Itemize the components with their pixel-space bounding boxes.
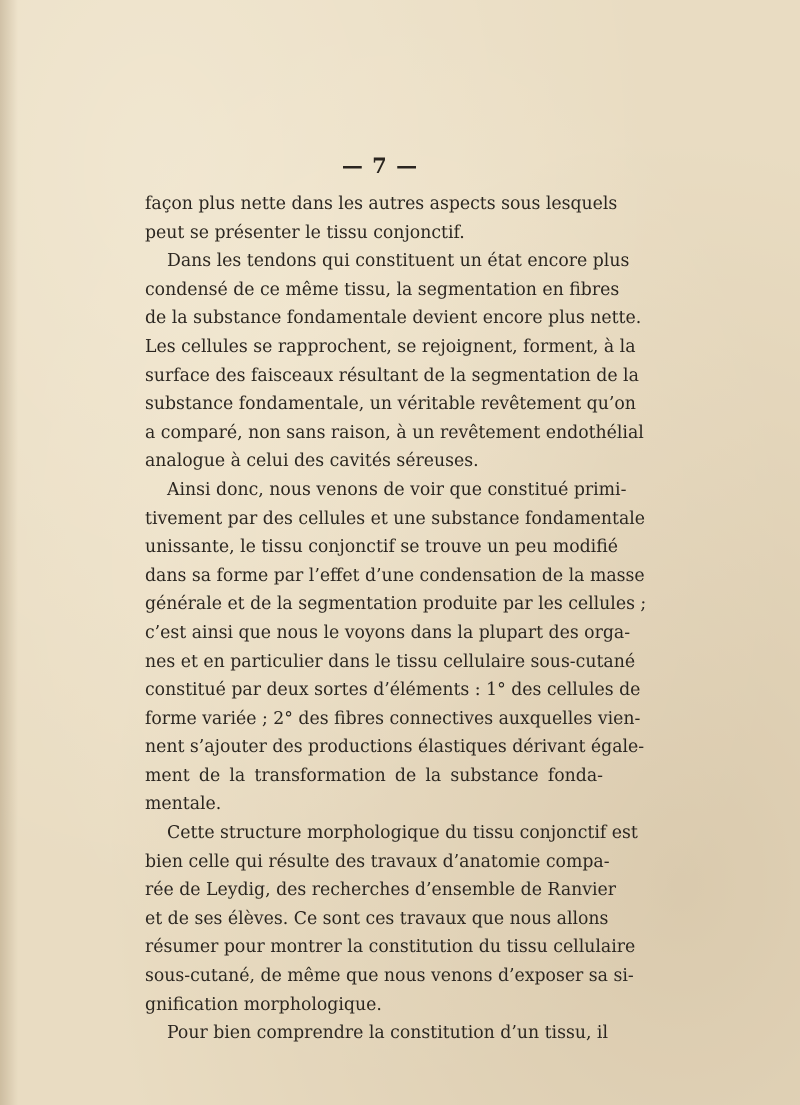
text-line: gnification morphologique. [145, 994, 382, 1015]
text-line: nes et en particulier dans le tissu cellulaire sous-cutané [145, 651, 636, 672]
text-line: a comparé, non sans raison, à un revêtement endothélial [145, 422, 644, 443]
paragraph-start-line: Dans les tendons qui constituent un état encore plus [167, 251, 630, 272]
text-line: ment de la transformation de la substance fonda- [145, 765, 603, 786]
paragraph-start-line: Ainsi donc, nous venons de voir que constitué primi- [167, 479, 627, 500]
text-line: façon plus nette dans les autres aspects sous lesquels [145, 194, 618, 214]
text-line: c’est ainsi que nous le voyons dans la plupart des orga- [145, 622, 631, 643]
text-line: surface des faisceaux résultant de la segmentation de la [145, 365, 639, 386]
text-line: constitué par deux sortes d’éléments : 1° des cellules de [145, 680, 641, 701]
text-line: substance fondamentale, un véritable revêtement qu’on [145, 394, 636, 415]
text-line: forme variée ; 2° des fibres connectives auxquelles vien- [145, 708, 641, 729]
text-line: dans sa forme par l’effet d’une condensation de la masse [145, 565, 645, 586]
text-line: générale et de la segmentation produite par les cellules ; [145, 594, 647, 615]
text-line: bien celle qui résulte des travaux d’anatomie compa- [145, 851, 610, 872]
text-line: de la substance fondamentale devient encore plus nette. [145, 308, 642, 329]
text-line: tivement par des cellules et une substance fondamentale [145, 508, 646, 529]
text-line: et de ses élèves. Ce sont ces travaux que nous allons [145, 908, 609, 929]
paragraph-start-line: Cette structure morphologique du tissu conjonctif est [167, 823, 638, 844]
text-line: nent s’ajouter des productions élastiques dérivant égale- [145, 737, 645, 758]
text-line: unissante, le tissu conjonctif se trouve un peu modifié [145, 537, 618, 558]
text-line: analogue à celui des cavités séreuses. [145, 451, 479, 472]
text-line: condensé de ce même tissu, la segmentation en fibres [145, 279, 620, 300]
paragraph-start-line: Pour bien comprendre la constitution d’un tissu, il [167, 1023, 608, 1044]
text-line: mentale. [145, 794, 222, 815]
text-line: peut se présenter le tissu conjonctif. [145, 222, 465, 243]
text-line: résumer pour montrer la constitution du tissu cellulaire [145, 937, 636, 958]
text-line: Les cellules se rapprochent, se rejoignent, forment, à la [145, 336, 636, 357]
text-line: sous-cutané, de même que nous venons d’exposer sa si- [145, 966, 634, 987]
page-number: — 7 — [341, 153, 419, 178]
text-line: rée de Leydig, des recherches d’ensemble de Ranvier [145, 880, 617, 901]
body-text [145, 190, 647, 1048]
